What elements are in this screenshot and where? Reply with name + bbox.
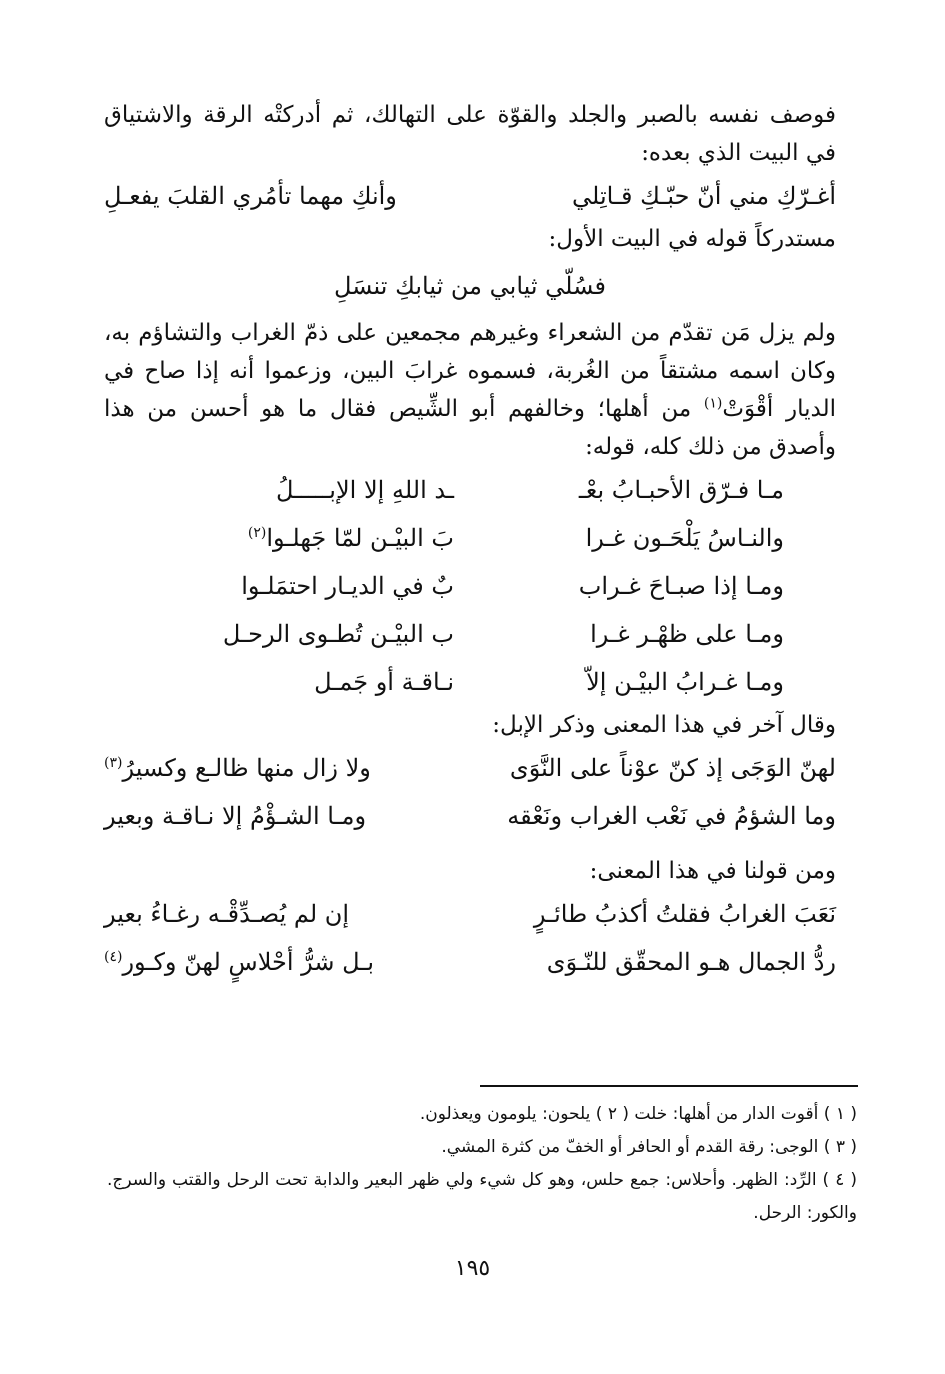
poem-2-line-1-second	[104, 744, 371, 792]
poem-1-line-2-second-text: بَ البيْـن لمّا جَهلـوا	[266, 524, 454, 552]
poem-3-line-2-second	[104, 938, 374, 986]
verse-1-second-hemistich: وأنكِ مهما تأمُري القلبَ يفعـلِ	[104, 182, 397, 210]
poem-1-line-2-first: والنـاسُ يَلْحَـون غـرا	[585, 524, 784, 552]
poem-3-line-1-second: إن لم يُصـدِّقْـه رغـاءُ بعير	[104, 900, 350, 928]
poem-1-line-5-second: نـاقـة أو جَمـل	[314, 668, 454, 696]
footnotes	[107, 1098, 857, 1230]
poem-1-line	[164, 466, 784, 514]
paragraph-3-rest: من أهلها؛ وخالفهم أبو الشِّيص فقال ما هو أحسن من هذا وأصدق من ذلك كله، قوله:	[104, 396, 836, 460]
poem-3-line	[104, 938, 836, 986]
footnote-divider	[480, 1085, 858, 1087]
footnote-3: ( ٣ ) الوجى: رقة القدم أو الحافر أو الخفّ من كثرة المشي.	[441, 1137, 857, 1157]
footnote-marker-3: (٣)	[104, 755, 123, 771]
poem-3-line-2-second-text: بـل شرُّ أحْلاسٍ لهنّ وكـور	[122, 948, 375, 976]
paragraph-5-intro: ومن قولنا في هذا المعنى:	[589, 858, 836, 884]
poem-3-line-2-first: ردُّ الجمال هـو المحقّق للنّـوَى	[546, 948, 836, 976]
poem-1-line	[164, 514, 784, 562]
footnote-marker-1: (١)	[703, 395, 723, 412]
poem-1-line	[164, 562, 784, 610]
poem-2-line	[104, 744, 836, 792]
poem-1-line-2-second	[154, 514, 454, 562]
verse-1-first-hemistich: أغـرّكِ مني أنّ حبّـكِ قـاتِلي	[572, 182, 836, 210]
poem-2-line-1-first: لهنّ الوَجَى إذ كنّ عوْناً على النَّوَى	[509, 754, 836, 782]
page-number: ١٩٥	[454, 1256, 491, 1281]
footnote-marker-4: (٤)	[104, 949, 123, 965]
poem-1-line-3-first: ومـا إذا صبـاحَ غـراب	[578, 572, 784, 600]
paragraph-4-intro: وقال آخر في هذا المعنى وذكر الإبل:	[492, 712, 836, 738]
paragraph-2-intro: مستدركاً قوله في البيت الأول:	[548, 226, 836, 252]
spacer	[104, 840, 836, 852]
poem-2-line-2-first: وما الشؤمُ في نَعْب الغراب ونَعْقه	[507, 802, 836, 830]
verse-1	[104, 172, 836, 220]
poem-1-line-1-first: مـا فـرّق الأحبـابُ بعْـ	[578, 476, 784, 504]
poem-1-line-5-first: ومـا غـرابُ البيْـن إلاّ	[586, 668, 784, 696]
paragraph-3	[104, 314, 836, 466]
footnote-4: ( ٤ ) الرِّد: الظهر. وأحلاس: جمع حلس، وهو كل شيء ولي ظهر البعير والدابة تحت الرحل والقتب والسرج. والكور: الرحل.	[107, 1170, 857, 1223]
footnote-marker-2: (٢)	[247, 525, 267, 541]
poem-1-line	[164, 658, 784, 706]
poem-2-line	[104, 792, 836, 840]
footnote-1-2: ( ١ ) أقوت الدار من أهلها: خلت ( ٢ ) يلحون: يلومون ويعذلون.	[419, 1104, 857, 1124]
paragraph-3-text: ولم يزل مَن تقدّم من الشعراء وغيرهم مجمعين على ذمّ الغراب والتشاؤم به، وكان اسمه مشتقاً من الغُربة، فسموه غرابَ البين، وزعموا أنه إذا صاح في الديار أقْوَتْ	[104, 320, 836, 422]
poem-abu-shis	[164, 466, 784, 706]
poem-1-line	[164, 610, 784, 658]
poem-1-line-4-second: ب البيْـن تُطـوى الرحـل	[222, 620, 454, 648]
page-body	[104, 96, 836, 986]
poem-1-line-1-second: ـد اللهِ إلا الإبـــــلُ	[275, 476, 454, 504]
poem-1-line-4-first: ومـا على ظهْـر غـرا	[590, 620, 784, 648]
poem-3-line	[104, 890, 836, 938]
poem-3-line-1-first: نَعَبَ الغرابُ فقلتُ أكذبُ طائـرٍ	[533, 900, 836, 928]
verse-2-single: فسُلّي ثيابي من ثيابكِ تنسَلِ	[333, 272, 607, 300]
paragraph-1: فوصف نفسه بالصبر والجلد والقوّة على التهالك، ثم أدركتْه الرقة والاشتياق في البيت الذي بعده:	[104, 102, 836, 166]
poem-1-line-3-second: بٌ في الديـار احتمَلـوا	[241, 572, 454, 600]
poem-2-line-1-second-text: ولا زال منها ظالـع وكسيرُ	[122, 754, 371, 782]
poem-2-line-2-second: ومـا الشـؤْمُ إلا نـاقـة وبعير	[104, 802, 367, 830]
